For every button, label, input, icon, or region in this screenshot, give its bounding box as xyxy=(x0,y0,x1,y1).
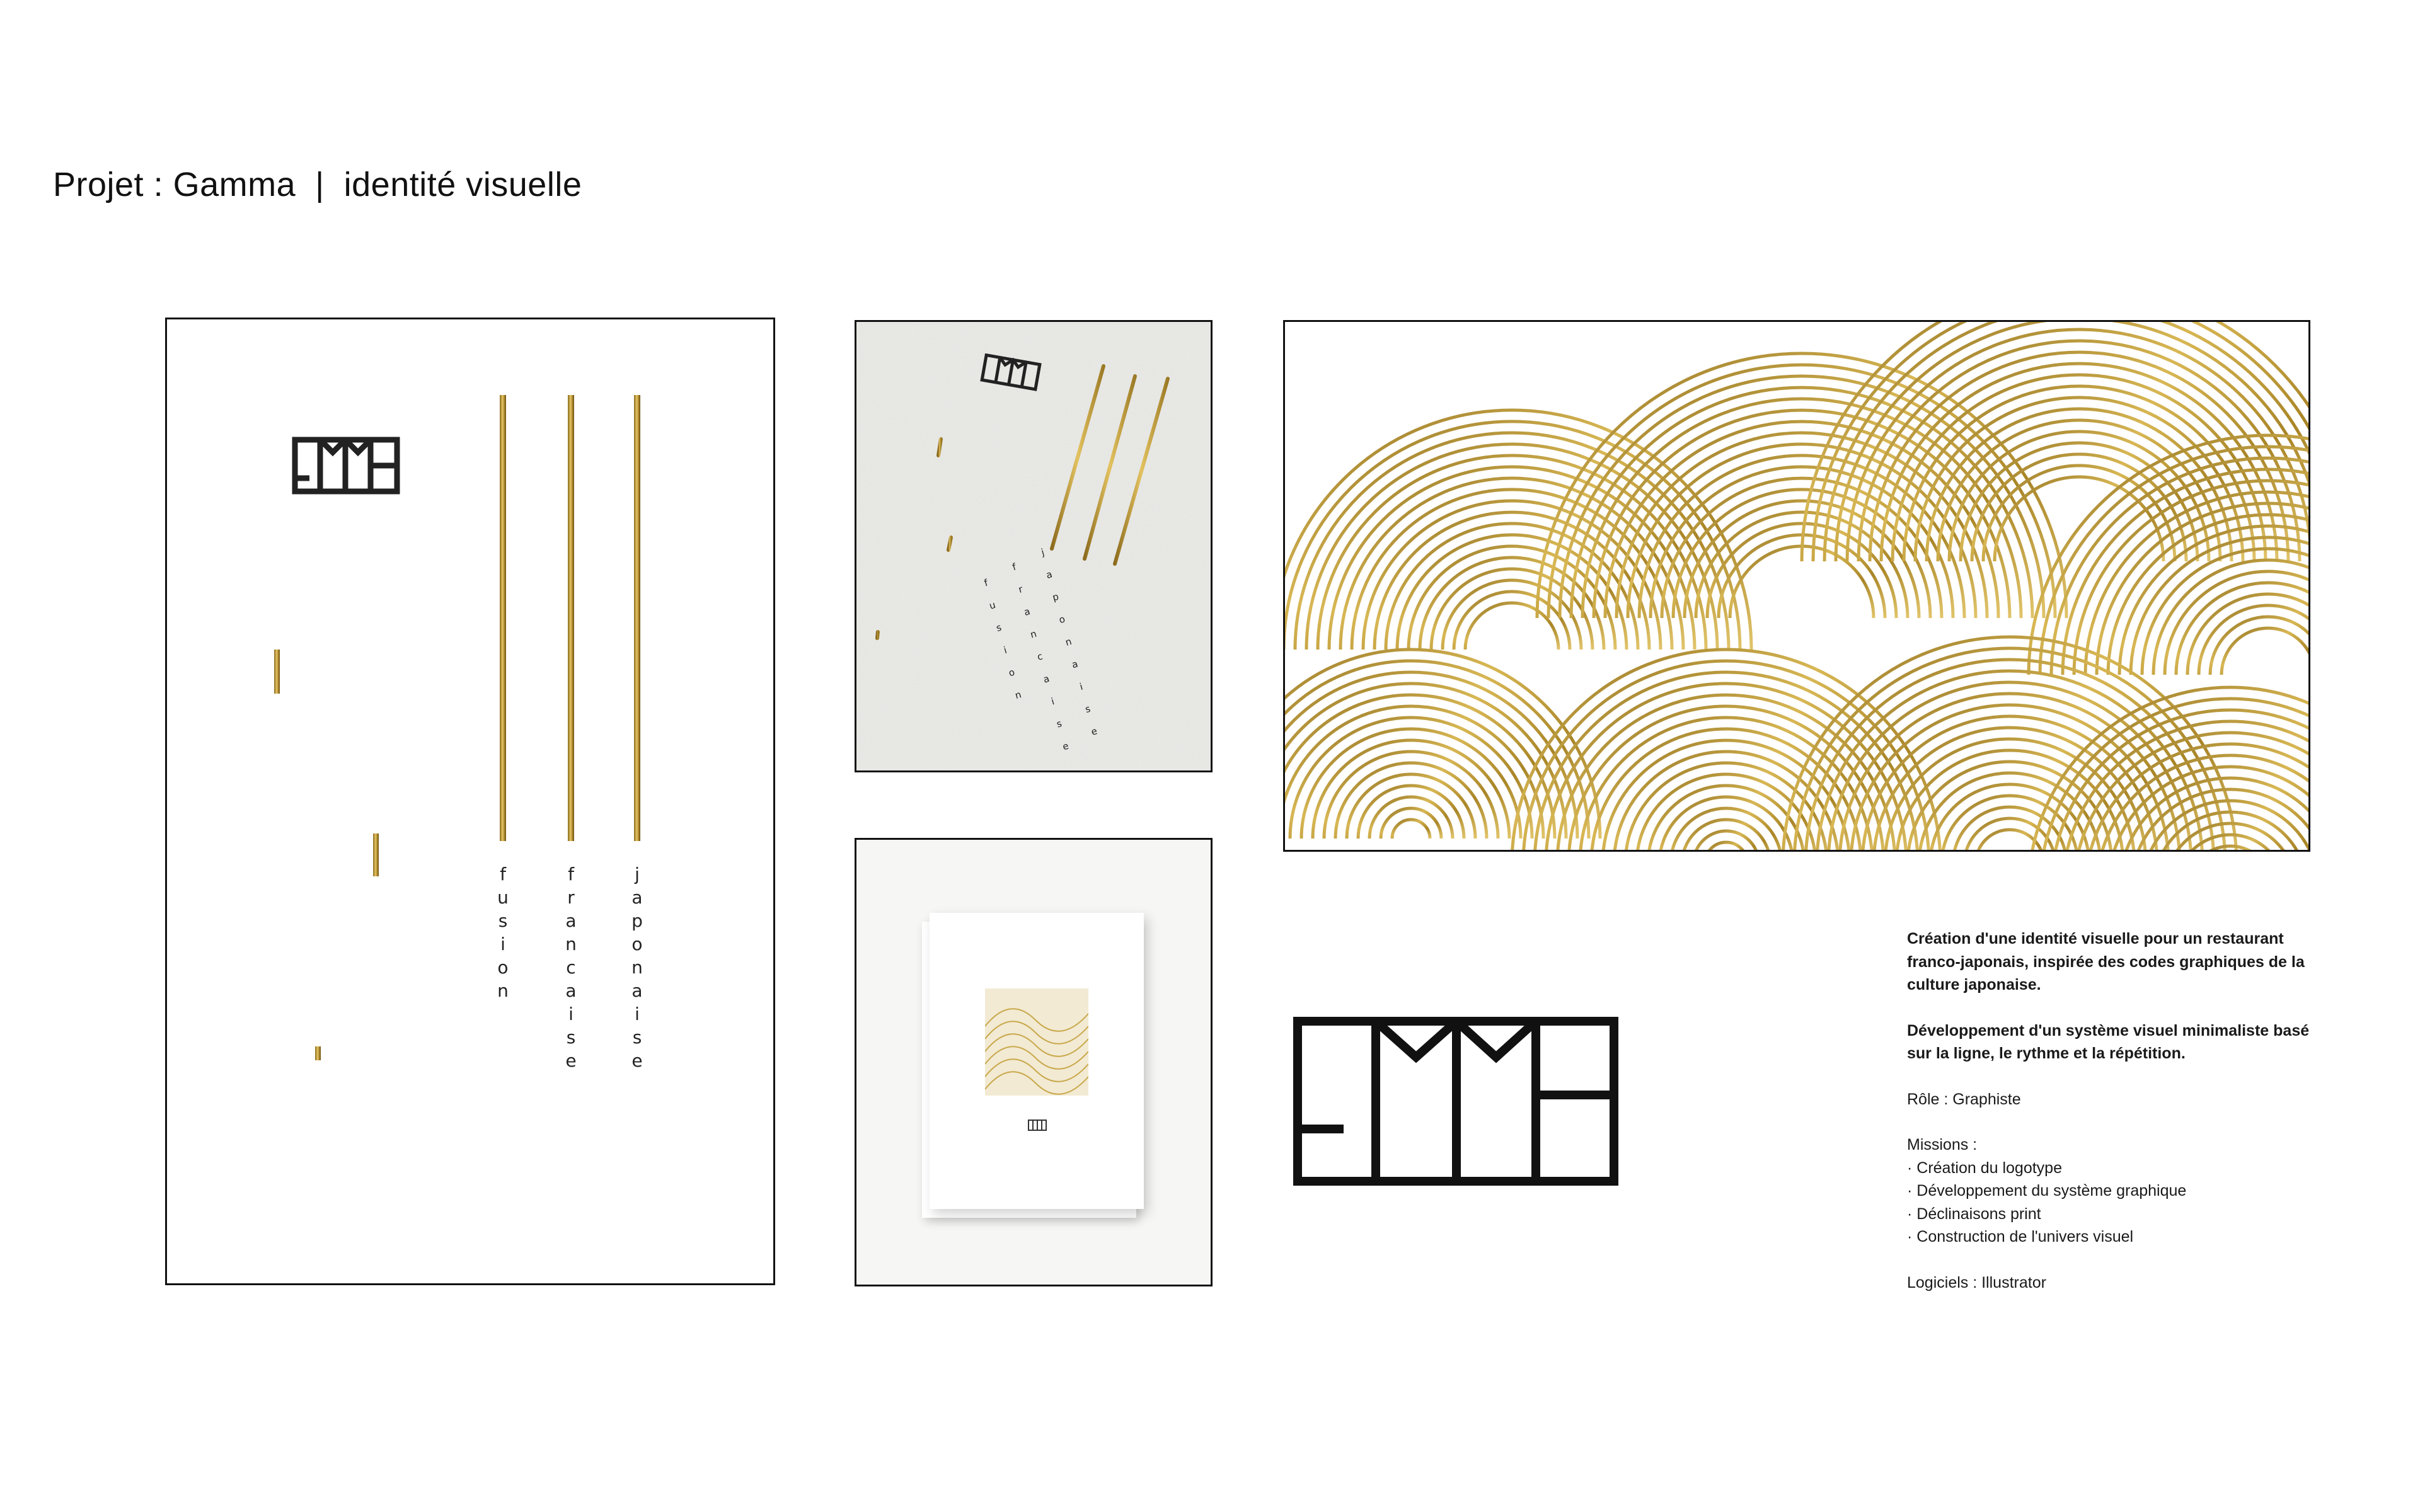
letter: r xyxy=(567,887,575,908)
gold-line-francaise xyxy=(568,395,574,841)
wave-arc xyxy=(1381,808,1441,839)
mission-item: · Déclinaisons print xyxy=(1907,1205,2041,1223)
wave-arc xyxy=(1454,592,1570,650)
letter: f xyxy=(568,864,574,885)
letter: i xyxy=(500,934,505,954)
missions-label: Missions : xyxy=(1907,1136,1978,1154)
wave-arc xyxy=(1603,740,1850,850)
letter: a xyxy=(1070,658,1080,671)
gold-mark xyxy=(315,1046,321,1060)
wave-arc xyxy=(1682,820,1770,850)
wave-arc xyxy=(1465,603,1559,650)
wave-arc xyxy=(1693,831,1759,850)
wave-arc xyxy=(1358,786,1464,839)
wave-arc xyxy=(2210,617,2308,675)
business-card-mockup xyxy=(855,320,1213,772)
gold-mark xyxy=(373,833,379,876)
letter: a xyxy=(565,980,577,1001)
letter: e xyxy=(1090,725,1099,738)
letter: i xyxy=(1002,644,1008,656)
gamma-logo-small xyxy=(292,437,400,495)
gold-line-fusion xyxy=(500,395,506,841)
gold-wave-illustration xyxy=(1285,322,2308,850)
letter: u xyxy=(988,598,997,612)
letter: u xyxy=(497,887,509,908)
letter: c xyxy=(1035,650,1044,663)
letter: a xyxy=(631,980,643,1001)
wave-arc xyxy=(1705,842,1748,850)
poster-mockup xyxy=(165,318,775,1285)
description-software: Logiciels : Illustrator xyxy=(1907,1273,2046,1292)
letter: n xyxy=(565,934,577,954)
letter: e xyxy=(565,1050,577,1071)
letter: n xyxy=(497,980,509,1001)
letter: o xyxy=(631,934,643,954)
gamma-logo-tiny xyxy=(1028,1120,1047,1131)
wave-arc xyxy=(1392,820,1430,839)
letter: f xyxy=(1011,561,1018,573)
wave-arc xyxy=(1648,786,1804,850)
mission-item: · Développement du système graphique xyxy=(1907,1182,2187,1200)
letter: a xyxy=(1044,568,1054,581)
wave-pattern-panel xyxy=(1283,320,2310,852)
letter: j xyxy=(1040,546,1046,558)
letter: j xyxy=(635,864,640,885)
vertical-word-francaise xyxy=(562,862,580,1072)
letter: o xyxy=(497,957,509,978)
page-title: Projet : Gamma | identité visuelle xyxy=(53,166,582,203)
letter: a xyxy=(565,910,577,931)
gamma-logo-large xyxy=(1293,1017,1618,1186)
description-role: Rôle : Graphiste xyxy=(1907,1090,2021,1108)
wave-arc xyxy=(1893,375,2266,561)
project-description xyxy=(1907,927,2336,1294)
letter: e xyxy=(631,1050,643,1071)
vertical-word-japonaise xyxy=(628,862,647,1072)
letter: i xyxy=(1078,680,1085,693)
letter: o xyxy=(1057,613,1067,626)
letter: p xyxy=(1051,590,1061,604)
vertical-word-fusion xyxy=(493,862,512,1002)
letter: s xyxy=(566,1027,576,1048)
letter: s xyxy=(994,621,1003,634)
letter: o xyxy=(1007,666,1017,679)
mission-item: · Création du logotype xyxy=(1907,1159,2062,1177)
letter: s xyxy=(632,1027,642,1048)
wave-arc xyxy=(1964,818,2055,850)
description-system: Développement d'un système visuel minimaliste basé sur la ligne, le rythme et la répétition. xyxy=(1907,1021,2310,1062)
letter: s xyxy=(498,910,508,931)
letter: e xyxy=(1061,740,1070,753)
letter: s xyxy=(1055,718,1063,730)
wave-arc xyxy=(2221,628,2308,675)
wave-arc xyxy=(1949,432,2209,561)
gold-line-japonaise xyxy=(634,395,640,841)
letter: a xyxy=(631,887,643,908)
letter: n xyxy=(1013,689,1023,702)
letter: n xyxy=(1064,635,1073,648)
letter: p xyxy=(631,910,643,931)
letter: f xyxy=(982,576,989,589)
letter: n xyxy=(631,957,643,978)
letter: n xyxy=(1028,627,1038,641)
letter: i xyxy=(1049,696,1056,707)
letter: i xyxy=(635,1004,640,1024)
description-intro: Création d'une identité visuelle pour un restaurant franco-japonais, inspirée des codes graphiques de la culture japonaise. xyxy=(1907,930,2305,994)
letter: i xyxy=(568,1004,573,1024)
letter: c xyxy=(566,957,576,978)
letter: s xyxy=(1083,702,1092,716)
stationery-front-sheet xyxy=(930,913,1144,1209)
mission-item: · Construction de l'univers visuel xyxy=(1907,1228,2134,1246)
letter: r xyxy=(1017,583,1024,596)
mini-wave-pattern xyxy=(985,988,1088,1096)
letter: f xyxy=(500,864,506,885)
letter: a xyxy=(1022,605,1032,619)
wave-arc xyxy=(1347,774,1475,839)
stationery-mockup xyxy=(855,838,1213,1286)
letter: a xyxy=(1042,672,1051,685)
gold-mark xyxy=(274,650,280,694)
